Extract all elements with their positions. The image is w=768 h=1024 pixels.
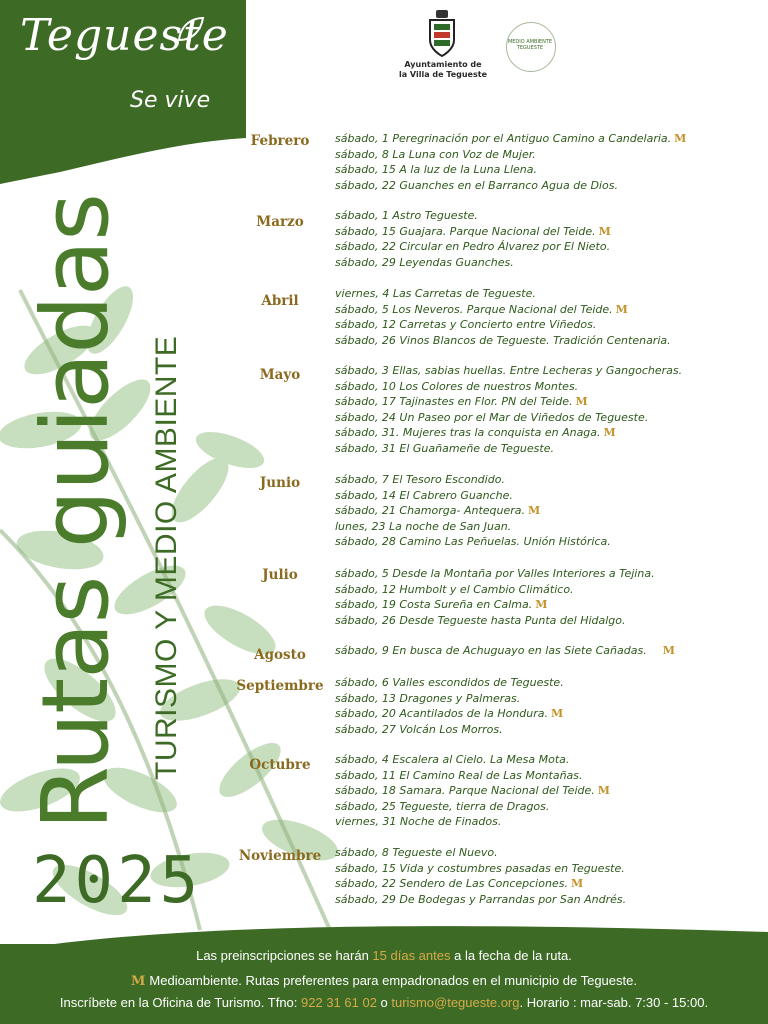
entry-text: sábado, 6 Valles escondidos de Tegueste. bbox=[335, 676, 564, 689]
schedule-entry bbox=[335, 861, 755, 877]
entry-text: sábado, 18 Samara. Parque Nacional del Teide. bbox=[335, 784, 595, 797]
footer-text: a la fecha de la ruta. bbox=[450, 948, 572, 963]
footer-line-preinscripciones bbox=[0, 948, 768, 963]
footer-highlight: 15 días antes bbox=[372, 948, 451, 963]
month-abril: Abril bbox=[261, 293, 299, 309]
entry-text: sábado, 19 Costa Sureña en Calma. bbox=[335, 598, 533, 611]
entry-text: sábado, 20 Acantilados de la Hondura. bbox=[335, 707, 549, 720]
medioambiente-marker-icon: M bbox=[570, 877, 584, 890]
entry-text: sábado, 31 El Guañameñe de Tegueste. bbox=[335, 441, 554, 455]
entry-text: sábado, 26 Vinos Blancos de Tegueste. Tradición Centenaria. bbox=[335, 333, 671, 347]
medioambiente-marker-icon: M bbox=[674, 132, 687, 145]
schedule-entry bbox=[335, 286, 755, 302]
entry-text: lunes, 23 La noche de San Juan. bbox=[335, 519, 512, 533]
entry-text: sábado, 5 Los Neveros. Parque Nacional del Teide. bbox=[335, 302, 613, 316]
schedule-entry bbox=[335, 472, 755, 488]
schedule-entry bbox=[335, 394, 755, 410]
phone-link[interactable]: 922 31 61 02 bbox=[301, 995, 377, 1010]
entry-text: sábado, 5 Desde la Montaña por Valles Interiores a Tejina. bbox=[335, 567, 655, 580]
entry-text: sábado, 12 Carretas y Concierto entre Viñedos. bbox=[335, 318, 597, 331]
entry-text: viernes, 31 Noche de Finados. bbox=[335, 815, 502, 828]
title-rutas-guiadas: Rutas guiadas bbox=[22, 193, 129, 830]
brand-panel bbox=[0, 0, 246, 138]
medio-logo-line-2: TEGUESTE bbox=[516, 45, 544, 51]
schedule-entry bbox=[335, 582, 755, 598]
entry-text: sábado, 22 Guanches en el Barranco Agua de Dios. bbox=[335, 178, 618, 192]
schedule-entry bbox=[335, 613, 755, 629]
medioambiente-marker-icon: M bbox=[551, 707, 564, 720]
entry-text: sábado, 21 Chamorga- Antequera. bbox=[335, 504, 526, 517]
entry-text: sábado, 7 El Tesoro Escondido. bbox=[335, 473, 505, 486]
month-entries-septiembre bbox=[335, 675, 755, 737]
entry-text: sábado, 10 Los Colores de nuestros Montes. bbox=[335, 379, 579, 393]
entry-text: sábado, 25 Tegueste, tierra de Dragos. bbox=[335, 799, 550, 813]
entry-text: sábado, 15 A la luz de la Luna Llena. bbox=[335, 163, 538, 176]
medioambiente-marker-icon: M bbox=[528, 504, 541, 517]
entry-text: sábado, 12 Humbolt y el Cambio Climático. bbox=[335, 582, 574, 596]
schedule-entry bbox=[335, 410, 755, 426]
coat-of-arms-icon bbox=[428, 10, 456, 58]
schedule-entry bbox=[335, 643, 755, 659]
schedule-entry bbox=[335, 302, 755, 318]
month-entries-abril bbox=[335, 286, 755, 348]
entry-text: sábado, 22 Circular en Pedro Álvarez por El Nieto. bbox=[335, 240, 611, 253]
schedule-entry bbox=[335, 208, 755, 224]
month-marzo: Marzo bbox=[256, 214, 304, 230]
entry-text: sábado, 28 Camino Las Peñuelas. Unión Histórica. bbox=[335, 535, 611, 548]
tegueste-logo: Tegueste bbox=[20, 10, 229, 61]
schedule-entry bbox=[335, 799, 755, 815]
schedule-entry bbox=[335, 363, 755, 379]
footer bbox=[0, 944, 768, 1024]
schedule-entry bbox=[335, 876, 755, 892]
month-entries-agosto bbox=[335, 643, 755, 659]
schedule-entry bbox=[335, 752, 755, 768]
ayuntamiento-line-1: Ayuntamiento de bbox=[404, 60, 482, 69]
month-entries-noviembre bbox=[335, 845, 755, 907]
ayuntamiento-label bbox=[398, 60, 488, 80]
entry-text: sábado, 8 La Luna con Voz de Mujer. bbox=[335, 147, 536, 161]
entry-text: sábado, 9 En busca de Achuguayo en las Siete Cañadas. bbox=[335, 644, 647, 657]
month-mayo: Mayo bbox=[259, 367, 301, 383]
entry-text: sábado, 27 Volcán Los Morros. bbox=[335, 722, 503, 736]
month-entries-junio bbox=[335, 472, 755, 550]
month-agosto: Agosto bbox=[254, 647, 306, 663]
medio-ambiente-logo-text bbox=[506, 39, 554, 51]
medioambiente-marker-icon: M bbox=[615, 302, 628, 316]
footer-line-medioambiente bbox=[0, 973, 768, 989]
schedule-entry bbox=[335, 722, 755, 738]
title-year: 2025 bbox=[32, 844, 203, 918]
footer-text: Inscríbete en la Oficina de Turismo. Tfno: bbox=[59, 995, 302, 1010]
month-octubre: Octubre bbox=[249, 757, 311, 773]
medioambiente-marker-icon: M bbox=[131, 974, 146, 989]
month-junio: Junio bbox=[259, 475, 301, 491]
month-julio: Julio bbox=[262, 567, 298, 583]
month-entries-julio bbox=[335, 566, 755, 628]
medioambiente-marker-icon: M bbox=[575, 395, 588, 408]
month-entries-mayo bbox=[335, 363, 755, 456]
entry-text: sábado, 29 De Bodegas y Parrandas por San Andrés. bbox=[335, 892, 627, 906]
schedule-entry bbox=[335, 425, 755, 441]
medioambiente-marker-icon: M bbox=[598, 224, 611, 238]
entry-text: sábado, 13 Dragones y Palmeras. bbox=[335, 691, 521, 705]
schedule-entry bbox=[335, 597, 755, 613]
entry-text: sábado, 29 Leyendas Guanches. bbox=[335, 255, 514, 269]
footer-text: . Horario : mar-sab. 7:30 - 15:00. bbox=[519, 995, 709, 1010]
schedule-entry bbox=[335, 783, 755, 799]
schedule-entry bbox=[335, 239, 755, 255]
schedule-entry bbox=[335, 162, 755, 178]
entry-text: sábado, 8 Tegueste el Nuevo. bbox=[335, 846, 498, 859]
footer-text: o bbox=[376, 995, 392, 1010]
ayuntamiento-line-2: la Villa de Tegueste bbox=[398, 70, 487, 79]
month-septiembre: Septiembre bbox=[236, 678, 324, 694]
schedule-entry bbox=[335, 131, 755, 147]
schedule-entry bbox=[335, 317, 755, 333]
footer-text: Medioambiente. Rutas preferentes para empadronados en el municipio de Tegueste. bbox=[149, 973, 637, 988]
schedule-entry bbox=[335, 691, 755, 707]
schedule-entry bbox=[335, 534, 755, 550]
footer-text: Las preinscripciones se harán bbox=[196, 948, 373, 963]
entry-text: sábado, 1 Peregrinación por el Antiguo Camino a Candelaria. bbox=[335, 132, 672, 145]
schedule-entry bbox=[335, 845, 755, 861]
entry-text: viernes, 4 Las Carretas de Tegueste. bbox=[335, 287, 536, 300]
schedule-entry bbox=[335, 768, 755, 784]
schedule-entry bbox=[335, 441, 755, 457]
schedule-entry bbox=[335, 675, 755, 691]
month-entries-febrero bbox=[335, 131, 755, 193]
entry-text: sábado, 11 El Camino Real de Las Montañas. bbox=[335, 768, 583, 782]
schedule-entry bbox=[335, 814, 755, 830]
entry-text: sábado, 15 Vida y costumbres pasadas en Tegueste. bbox=[335, 861, 625, 875]
schedule-entry bbox=[335, 706, 755, 722]
schedule-entry bbox=[335, 519, 755, 535]
medioambiente-marker-icon: M bbox=[662, 644, 675, 657]
footer-line-inscripcion bbox=[0, 995, 768, 1010]
entry-text: sábado, 1 Astro Tegueste. bbox=[335, 209, 478, 222]
schedule-entry bbox=[335, 178, 755, 194]
leaf-icon bbox=[175, 14, 205, 44]
medio-logo-line-1: MEDIO AMBIENTE bbox=[507, 39, 553, 45]
entry-text: sábado, 14 El Cabrero Guanche. bbox=[335, 488, 513, 502]
month-entries-octubre bbox=[335, 752, 755, 830]
entry-text: sábado, 24 Un Paseo por el Mar de Viñedos de Tegueste. bbox=[335, 410, 649, 424]
schedule-entry bbox=[335, 488, 755, 504]
month-entries-marzo bbox=[335, 208, 755, 270]
entry-text: sábado, 22 Sendero de Las Concepciones. bbox=[335, 877, 568, 890]
entry-text: sábado, 17 Tajinastes en Flor. PN del Teide. bbox=[335, 395, 573, 408]
month-febrero: Febrero bbox=[250, 133, 310, 149]
schedule-entry bbox=[335, 333, 755, 349]
entry-text: sábado, 31. Mujeres tras la conquista en Anaga. bbox=[335, 426, 601, 439]
brand-tagline: Se vive bbox=[130, 88, 211, 113]
schedule-entry bbox=[335, 255, 755, 271]
schedule-entry bbox=[335, 379, 755, 395]
schedule-entry bbox=[335, 892, 755, 908]
entry-text: sábado, 15 Guajara. Parque Nacional del Teide. bbox=[335, 224, 596, 238]
medioambiente-marker-icon: M bbox=[603, 426, 616, 439]
entry-text: sábado, 4 Escalera al Cielo. La Mesa Mota. bbox=[335, 753, 570, 766]
schedule-entry bbox=[335, 503, 755, 519]
email-link[interactable]: turismo@tegueste.org bbox=[391, 995, 520, 1010]
medioambiente-marker-icon: M bbox=[535, 598, 548, 611]
month-noviembre: Noviembre bbox=[238, 848, 322, 864]
medioambiente-marker-icon: M bbox=[597, 784, 610, 797]
entry-text: sábado, 26 Desde Tegueste hasta Punta del Hidalgo. bbox=[335, 613, 626, 627]
schedule-entry bbox=[335, 566, 755, 582]
title-subtitle: TURISMO Y MEDIO AMBIENTE bbox=[150, 335, 183, 780]
entry-text: sábado, 3 Ellas, sabias huellas. Entre Lecheras y Gangocheras. bbox=[335, 364, 683, 377]
schedule-entry bbox=[335, 224, 755, 240]
schedule-entry bbox=[335, 147, 755, 163]
